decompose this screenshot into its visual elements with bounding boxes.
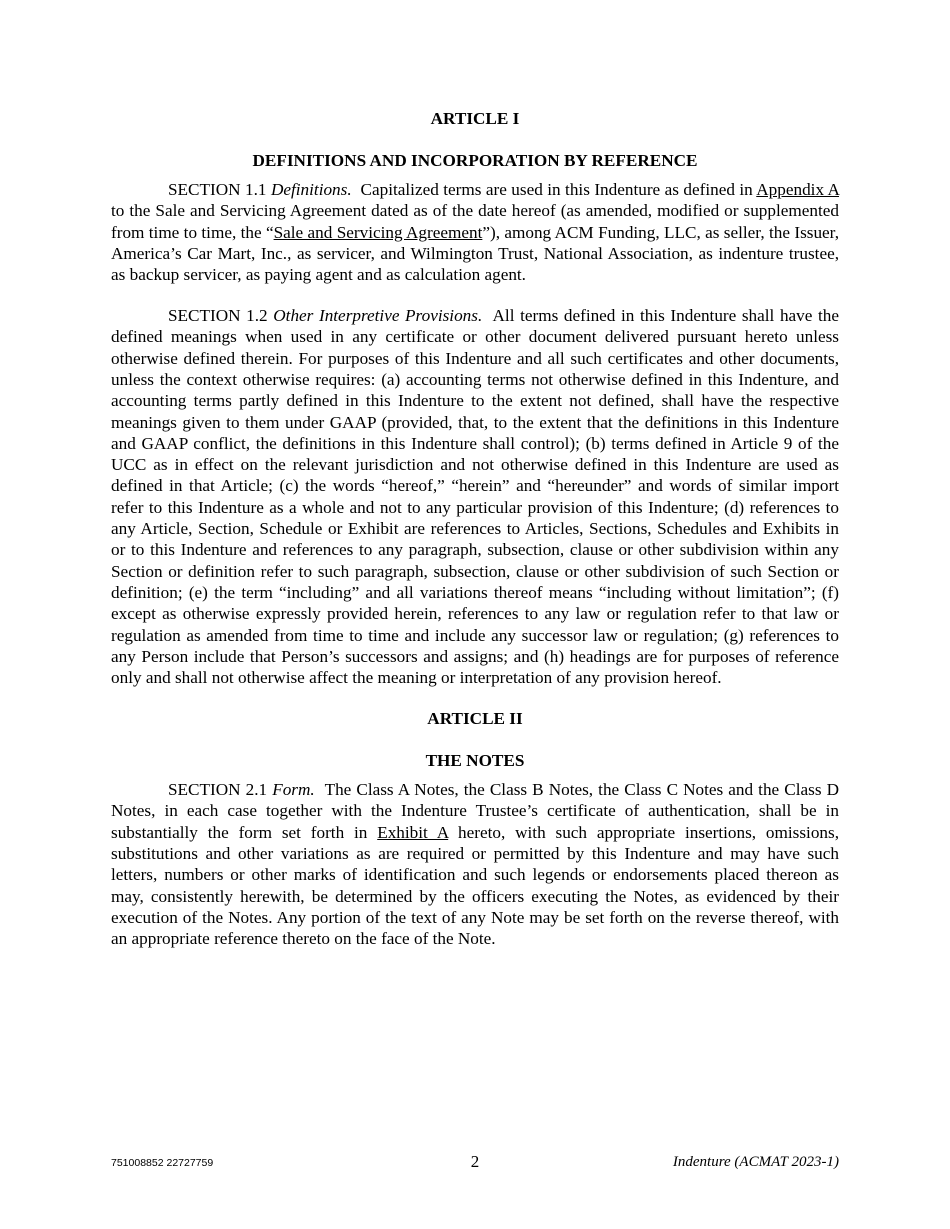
section-1-2-number: SECTION 1.2: [168, 306, 268, 326]
section-2-1-number: SECTION 2.1: [168, 780, 268, 800]
exhibit-a-reference: Exhibit A: [377, 822, 449, 842]
section-1-2-caption: Other Interpretive Provisions.: [273, 306, 483, 326]
section-2-1-caption: Form.: [272, 780, 315, 800]
article-2-heading: ARTICLE II: [427, 709, 523, 729]
section-1-1-text-2: to the Sale and Servicing Agreement dated as of the date hereof (as amended, modified or supplemented from time to time, the “: [111, 201, 839, 242]
section-1-1-caption: Definitions.: [270, 180, 352, 199]
article-1-heading: ARTICLE I: [430, 109, 520, 128]
section-1-1: [111, 179, 839, 285]
section-1-2: [111, 305, 839, 688]
appendix-a-reference: Appendix A: [756, 180, 839, 199]
footer-page-number: 2: [470, 1152, 480, 1171]
section-1-1-number: SECTION 1.1: [168, 180, 267, 199]
footer-document-title: Indenture (ACMAT 2023-1): [672, 1154, 839, 1170]
section-2-1-text-1: The Class A Notes, the Class B Notes, the Class C Notes and the Class D Notes, in each case together with the Indenture Trustee’s certificate of authentication, shall be in substantially the form set forth in: [111, 780, 839, 842]
page-footer: [111, 1150, 839, 1174]
section-1-1-text-3: ”), among ACM Funding, LLC, as seller, the Issuer, America’s Car Mart, Inc., as servicer, and Wilmington Trust, National Association, as indenture trustee, as backup servicer, as paying agent and as calculation agent.: [111, 222, 840, 285]
article-1-title: DEFINITIONS AND INCORPORATION BY REFERENCE: [252, 151, 698, 170]
article-2-title: THE NOTES: [425, 751, 525, 771]
section-2-1: [111, 779, 839, 949]
footer-document-id: 751008852 22727759: [111, 1157, 214, 1169]
section-2-1-text-2: hereto, with such appropriate insertions, omissions, substitutions and other variations as are required or permitted by this Indenture and may have such letters, numbers or other marks of identification and such legends or endorsements placed thereon as may, consistently herewith, be determined by the officers executing the Notes, as evidenced by their execution of the Notes. Any portion of the text of any Note may be set forth on the reverse thereof, with an appropriate reference thereto on the face of the Note.: [111, 822, 839, 949]
document-body: [111, 108, 839, 969]
sale-servicing-agreement-term: Sale and Servicing Agreement: [273, 222, 483, 242]
section-1-2-text: All terms defined in this Indenture shall have the defined meanings when used in any certificate or other document delivered pursuant hereto unless otherwise defined therein. For purposes of this Indenture and all such certificates and other documents, unless the context otherwise requires: (a) accounting terms not otherwise defined in this Indenture, and accounting terms partly defined in this Indenture to the extent not defined, shall have the respective meanings given to them under GAAP (provided, that, to the extent that the definitions in this Indenture and GAAP conflict, the definitions in this Indenture shall control); (b) terms defined in Article 9 of the UCC as in effect on the relevant jurisdiction and not otherwise defined in this Indenture are used as defined in that Article; (c) the words “hereof,” “herein” and “hereunder” and words of similar import refer to this Indenture as a whole and not to any particular provision of this Indenture; (d) references to any Article, Section, Schedule or Exhibit are references to Articles, Sections, Schedules and Exhibits in or to this Indenture and references to any paragraph, subsection, clause or other subdivision within any Section or definition refer to such paragraph, subsection, clause or other subdivision of such Section or definition; (e) the term “including” and all variations thereof means “including without limitation”; (f) except as otherwise expressly provided herein, references to any law or regulation refer to that law or regulation as amended from time to time and include any successor law or regulation; (g) references to any Person include that Person’s successors and assigns; and (h) headings are for purposes of reference only and shall not otherwise affect the meaning or interpretation of any provision hereof.: [111, 306, 839, 688]
section-1-1-text-1: Capitalized terms are used in this Indenture as defined in: [360, 180, 757, 199]
